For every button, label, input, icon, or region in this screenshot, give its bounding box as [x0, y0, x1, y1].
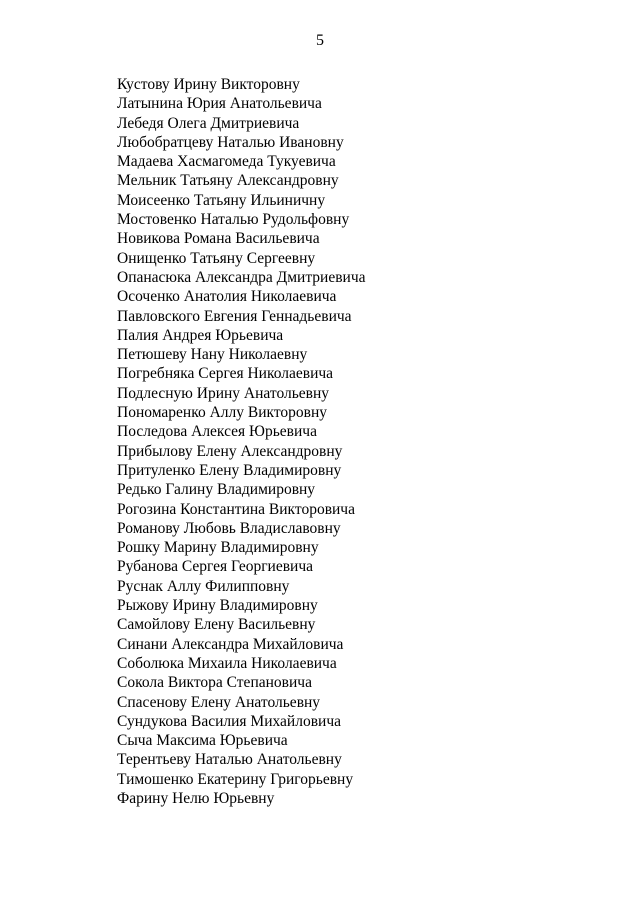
list-item: Петюшеву Нану Николаевну — [117, 346, 308, 364]
list-item: Терентьеву Наталью Анатольевну — [117, 751, 342, 769]
list-item: Мостовенко Наталью Рудольфовну — [117, 211, 350, 229]
list-item: Опанасюка Александра Дмитриевича — [117, 268, 366, 286]
list-item: Рошку Марину Владимировну — [117, 539, 319, 557]
name-list — [117, 75, 366, 808]
list-item: Редько Галину Владимировну — [117, 481, 316, 499]
list-item: Романову Любовь Владиславовну — [117, 519, 341, 537]
list-item: Сыча Максима Юрьевича — [117, 732, 288, 750]
list-item: Моисеенко Татьяну Ильиничну — [117, 191, 326, 209]
list-item: Рогозина Константина Викторовича — [117, 500, 355, 518]
list-item: Руснак Аллу Филипповну — [117, 577, 290, 595]
list-item: Самойлову Елену Васильевну — [117, 616, 316, 634]
list-item: Синани Александра Михайловича — [117, 635, 344, 653]
list-item: Погребняка Сергея Николаевича — [117, 365, 334, 383]
list-item: Кустову Ирину Викторовну — [117, 76, 300, 93]
list-item: Рубанова Сергея Георгиевича — [117, 558, 314, 576]
list-item: Осоченко Анатолия Николаевича — [117, 288, 337, 306]
list-item: Любобратцеву Наталью Ивановну — [117, 133, 344, 151]
list-item: Латынина Юрия Анатольевича — [117, 95, 322, 113]
list-item: Онищенко Татьяну Сергеевну — [117, 249, 316, 267]
list-item: Мельник Татьяну Александровну — [117, 172, 339, 190]
list-item: Лебедя Олега Дмитриевича — [117, 114, 300, 132]
list-item: Новикова Романа Васильевича — [117, 230, 320, 248]
list-item: Прибылову Елену Александровну — [117, 442, 343, 460]
list-item: Сундукова Василия Михайловича — [117, 712, 341, 730]
list-item: Палия Андрея Юрьевича — [117, 326, 284, 344]
list-item: Мадаева Хасмагомеда Тукуевича — [117, 153, 336, 171]
list-item: Фарину Нелю Юрьевну — [117, 789, 275, 807]
list-item: Подлесную Ирину Анатольевну — [117, 384, 330, 402]
list-item: Соболюка Михаила Николаевича — [117, 654, 337, 672]
page-number: 5 — [316, 32, 324, 49]
list-item: Пономаренко Аллу Викторовну — [117, 404, 327, 422]
list-item: Притуленко Елену Владимировну — [117, 461, 342, 479]
list-item: Спасенову Елену Анатольевну — [117, 693, 321, 711]
list-item: Тимошенко Екатерину Григорьевну — [117, 770, 354, 788]
list-item: Последова Алексея Юрьевича — [117, 423, 317, 441]
list-item: Павловского Евгения Геннадьевича — [117, 307, 352, 325]
list-item: Сокола Виктора Степановича — [117, 674, 312, 692]
list-item: Рыжову Ирину Владимировну — [117, 597, 318, 615]
